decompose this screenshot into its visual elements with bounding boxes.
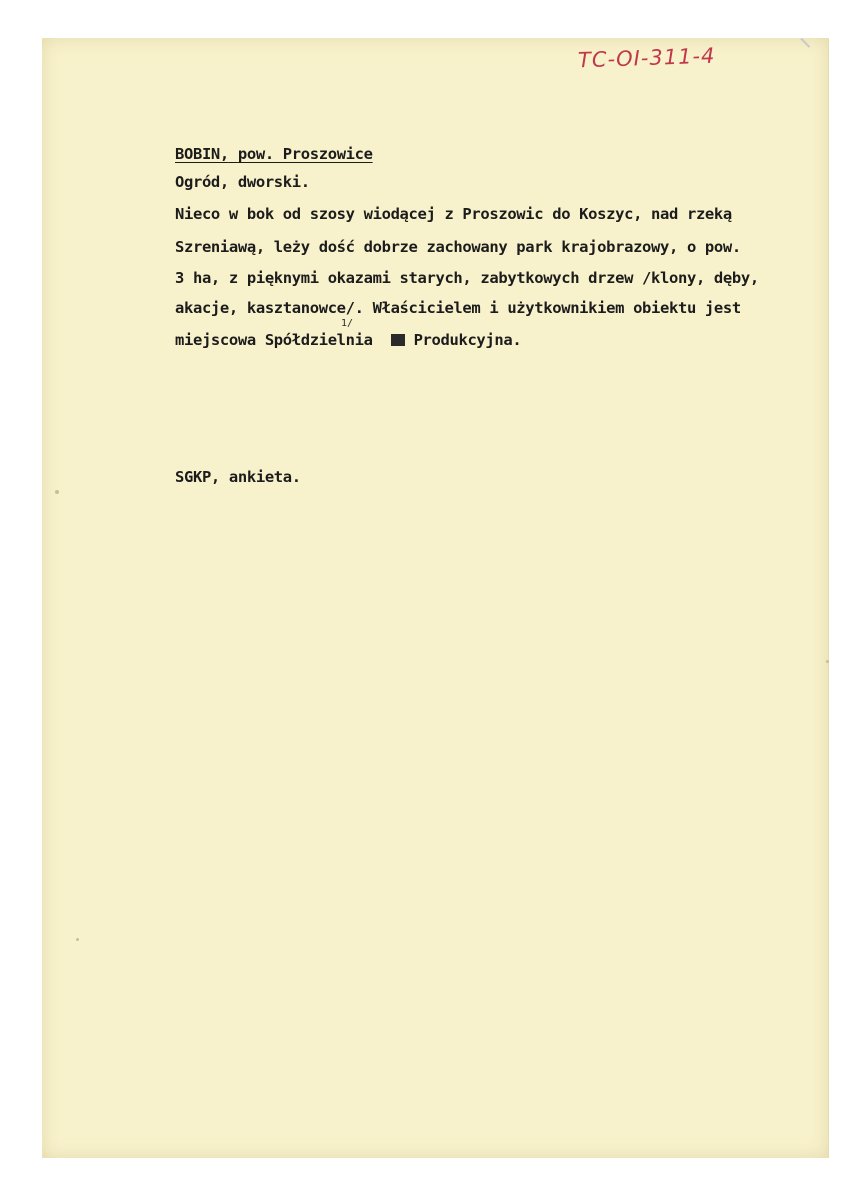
body-line-5-end: Produkcyjna. bbox=[413, 331, 522, 349]
source-citation: SGKP, ankieta. bbox=[175, 468, 301, 486]
paper-speck bbox=[55, 490, 59, 494]
body-line-4: akacje, kasztanowce/. Właścicielem i użytkownikiem obiektu jest bbox=[175, 299, 741, 317]
heading-place: BOBIN, bbox=[175, 145, 229, 163]
struck-out-mark bbox=[391, 334, 405, 346]
record-subheading: Ogród, dworski. bbox=[175, 173, 310, 191]
paper-speck bbox=[76, 938, 79, 941]
body-line-5 bbox=[175, 331, 521, 349]
record-heading bbox=[175, 145, 373, 163]
body-line-2: Szreniawą, leży dość dobrze zachowany park krajobrazowy, o pow. bbox=[175, 238, 741, 256]
paper-speck bbox=[826, 660, 829, 663]
inserted-fraction-mark: 1/ bbox=[341, 318, 354, 329]
body-line-3: 3 ha, z pięknymi okazami starych, zabytkowych drzew /klony, dęby, bbox=[175, 269, 759, 287]
body-line-5-start: miejscowa Spółdzielnia bbox=[175, 331, 373, 349]
body-line-1: Nieco w bok od szosy wiodącej z Proszowic do Koszyc, nad rzeką bbox=[175, 205, 732, 223]
heading-district: pow. Proszowice bbox=[237, 145, 373, 163]
handwritten-archive-code: TC-OI-311-4 bbox=[577, 43, 716, 73]
